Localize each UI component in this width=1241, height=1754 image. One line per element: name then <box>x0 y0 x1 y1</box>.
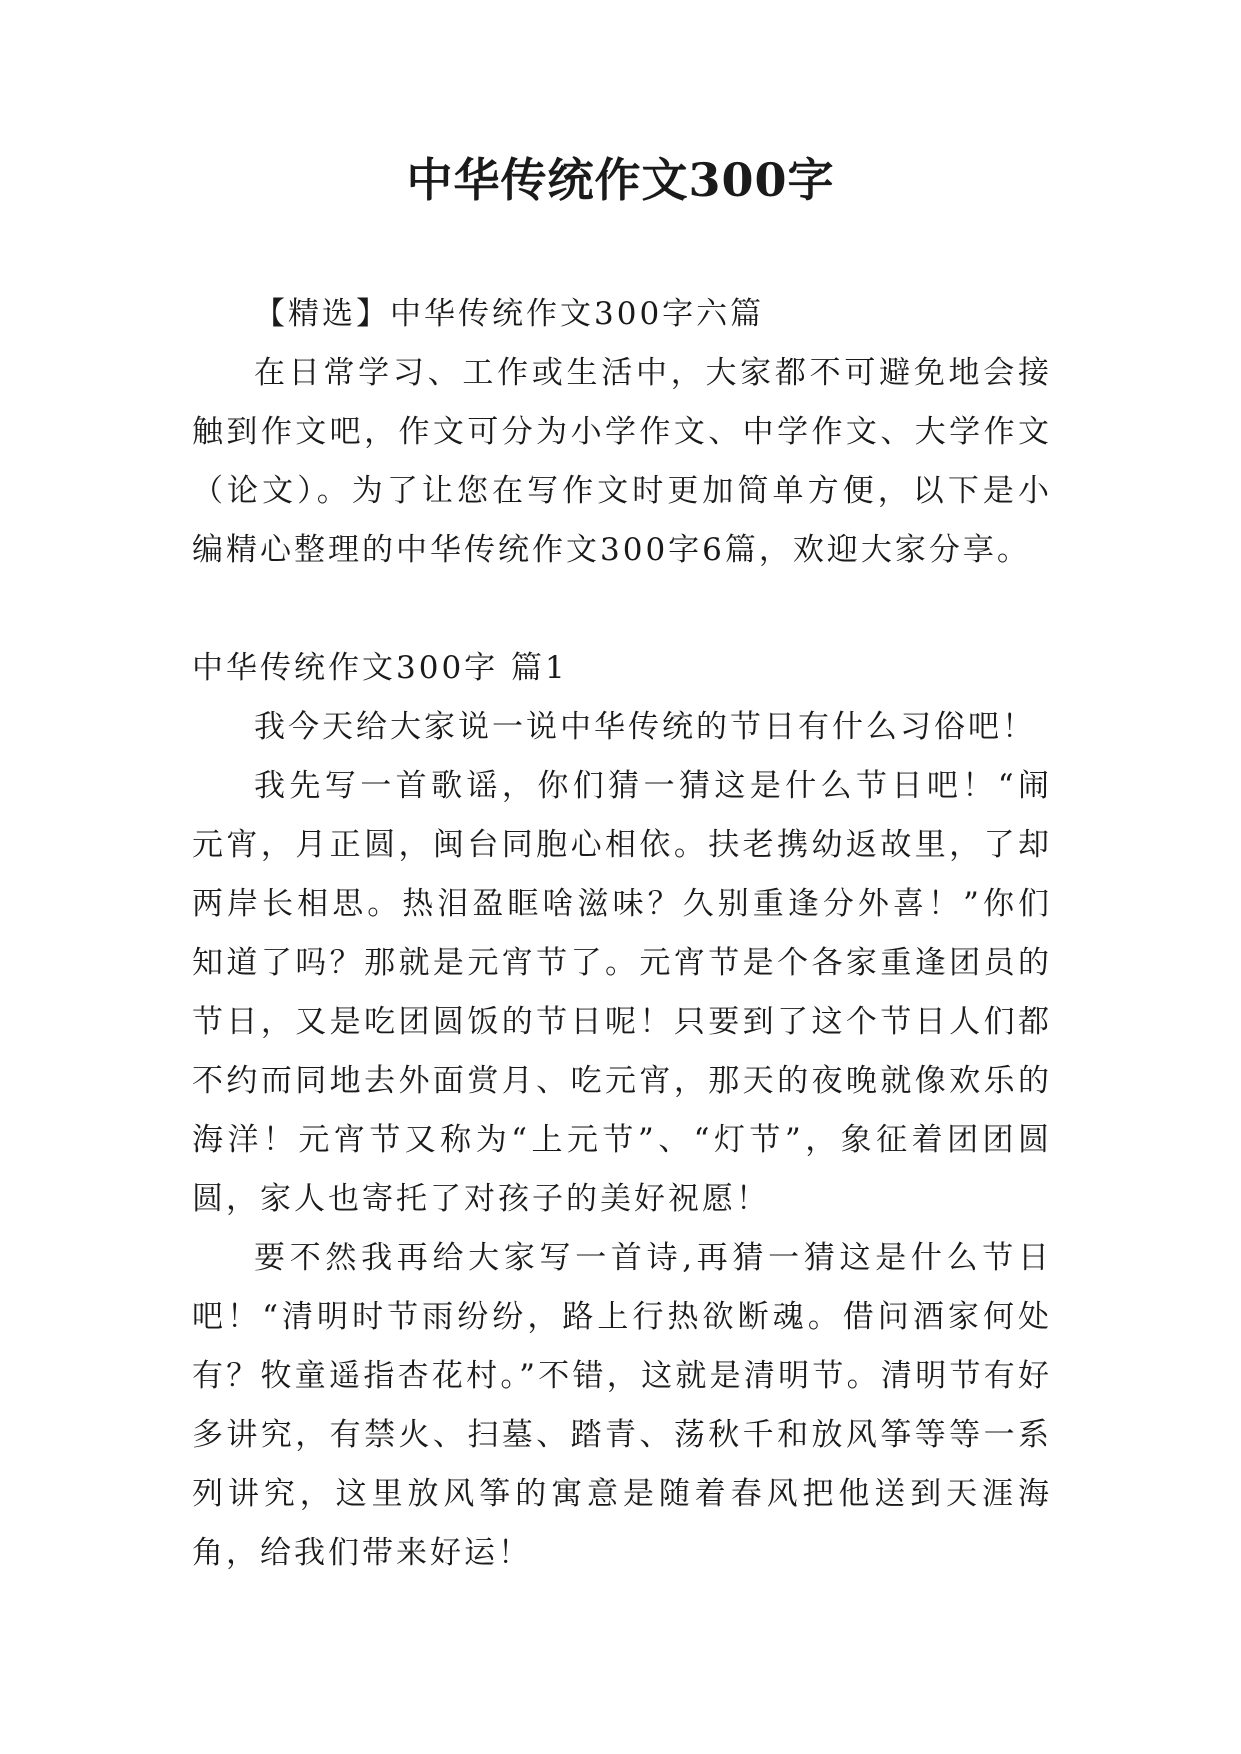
intro-paragraph: 在日常学习、工作或生活中，大家都不可避免地会接触到作文吧，作文可分为小学作文、中学作文、大学作文（论文）。为了让您在写作文时更加简单方便，以下是小编精心整理的中华传统作文300字6篇，欢迎大家分享。 <box>192 355 1052 568</box>
intro-heading: 【精选】中华传统作文300字六篇 <box>254 296 765 332</box>
document-body <box>192 285 1052 1583</box>
section-heading: 中华传统作文300字 篇1 <box>192 650 568 686</box>
section-paragraph-3: 要不然我再给大家写一首诗,再猜一猜这是什么节日吧！“清明时节雨纷纷，路上行热欲断魂。借问酒家何处有？牧童遥指杏花村。”不错，这就是清明节。清明节有好多讲究，有禁火、扫墓、踏青、荡秋千和放风筝等等一系列讲究，这里放风筝的寓意是随着春风把他送到天涯海角，给我们带来好运！ <box>192 1240 1052 1571</box>
document-title: 中华传统作文300字 <box>406 153 835 207</box>
section-spacer <box>192 580 1052 639</box>
section-paragraph-2: 我先写一首歌谣，你们猜一猜这是什么节日吧！“闹元宵，月正圆，闽台同胞心相依。扶老携幼返故里，了却两岸长相思。热泪盈眶啥滋味？久别重逢分外喜！”你们知道了吗？那就是元宵节了。元宵节是个各家重逢团员的节日，又是吃团圆饭的节日呢！只要到了这个节日人们都不约而同地去外面赏月、吃元宵，那天的夜晚就像欢乐的海洋！元宵节又称为“上元节”、“灯节”，象征着团团圆圆，家人也寄托了对孩子的美好祝愿！ <box>192 768 1052 1217</box>
section-paragraph-1: 我今天给大家说一说中华传统的节日有什么习俗吧！ <box>254 709 1036 745</box>
